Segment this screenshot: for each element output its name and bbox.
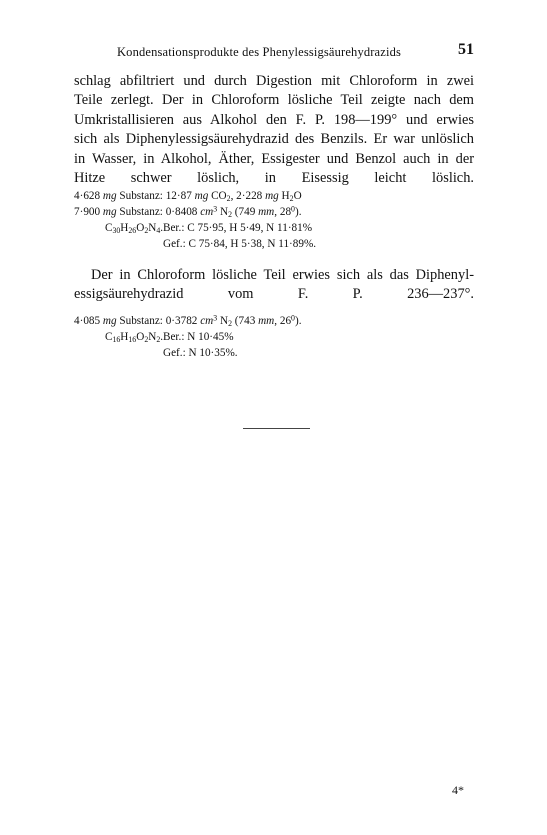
text-line: schlag abfiltriert und durch Digestion mit Chloroform in zwei <box>74 73 474 89</box>
paragraph-1 <box>74 72 474 188</box>
text-line: sich als Diphenylessigsäurehydrazid des Benzils. Er war unlöslich <box>74 131 474 148</box>
analysis-1-nitrogen-line: 7·900 mg Substanz: 0·8408 $cm^3$ $N_2$ (749 mm, $28^0$). <box>74 204 302 219</box>
text-line: Teile zerlegt. Der in Chloroform lösliche Teil zeigte nach dem <box>74 92 474 109</box>
text-line: Umkristallisieren aus Alkohol den F. P. 198—199° und erwies <box>74 111 474 128</box>
text-line: Hitze schwer löslich, in Eisessig leicht löslich. <box>74 170 474 187</box>
analysis-1-calculated: Ber.: C 75·95, H 5·49, N 11·81% <box>163 222 313 234</box>
analysis-2-calculated: Ber.: N 10·45% <box>163 331 234 343</box>
analysis-1-formula: $C_{30}H_{26}O_2N_4$. <box>105 222 164 235</box>
analysis-1-found: Gef.: C 75·84, H 5·38, N 11·89%. <box>163 238 317 250</box>
signature-mark: 4* <box>452 783 464 797</box>
analysis-2-formula: $C_{16}H_{16}O_2N_2$. <box>105 331 164 344</box>
analysis-1-combustion-line: 4·628 mg Substanz: 12·87 mg $CO_2$, 2·228 mg $H_2O$ <box>74 190 302 203</box>
section-divider <box>243 428 310 429</box>
analysis-2-found: Gef.: N 10·35%. <box>163 347 238 359</box>
running-header: Kondensationsprodukte des Phenylessigsäurehydrazids <box>117 45 401 59</box>
text-line: Der in Chloroform lösliche Teil erwies sich als das Diphenyl- <box>91 267 474 283</box>
text-line: essigsäurehydrazid vom F. P. 236—237°. <box>74 286 474 303</box>
paragraph-2 <box>74 266 474 305</box>
text-line: in Wasser, in Alkohol, Äther, Essigester und Benzol auch in der <box>74 150 474 167</box>
analysis-2-nitrogen-line: 4·085 mg Substanz: 0·3782 $cm^3$ $N_2$ (743 mm, $26^0$). <box>74 313 302 328</box>
page-number: 51 <box>458 41 474 58</box>
